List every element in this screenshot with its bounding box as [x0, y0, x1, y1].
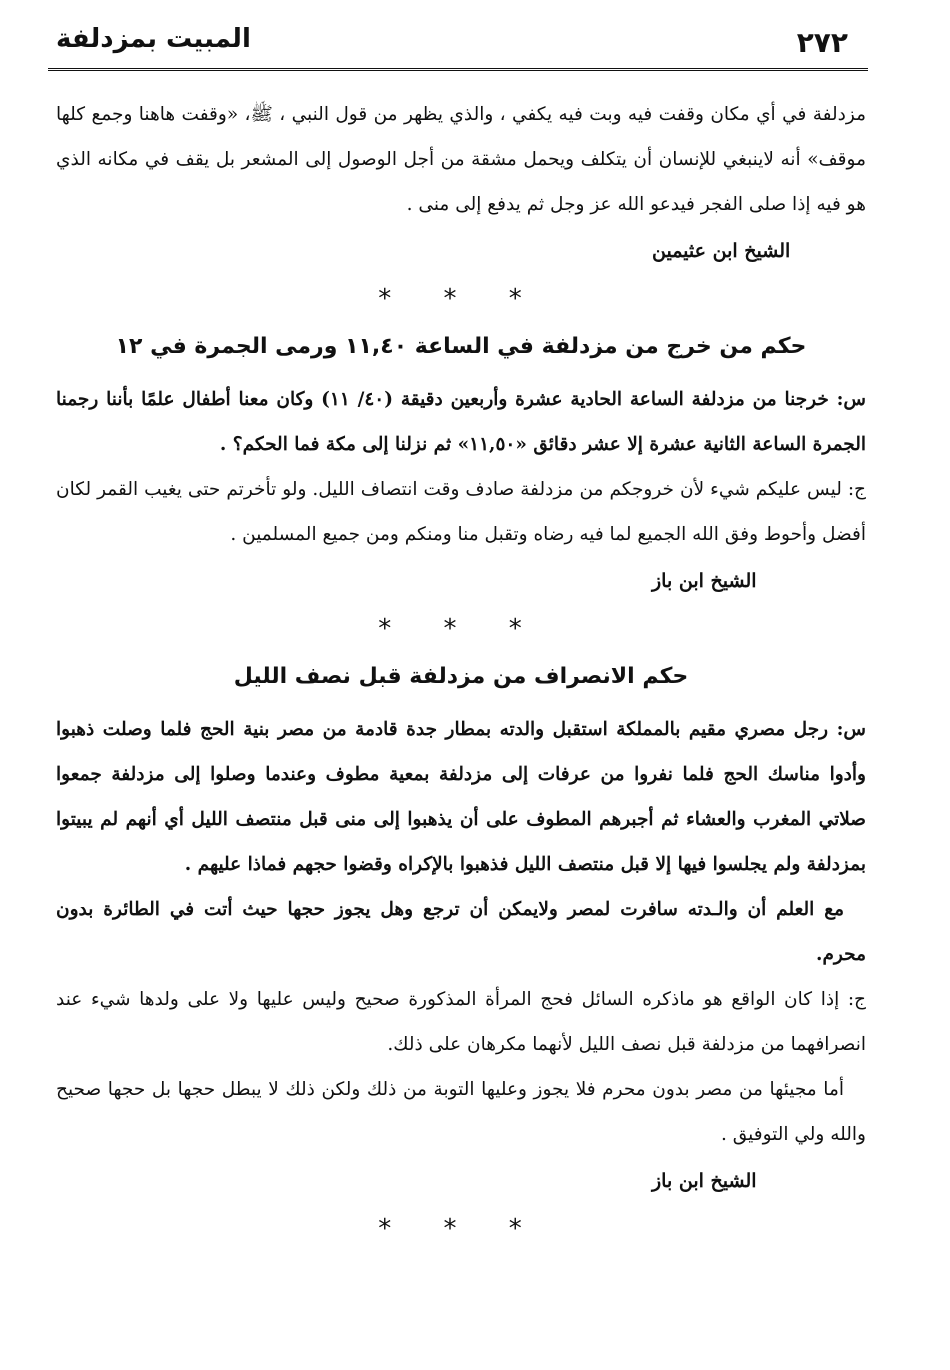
section3-answer: ج: إذا كان الواقع هو ماذكره السائل فحج المرأة المذكورة صحيح وليس عليها ولا على ولدها شيء عند انصرافهما من مزدلفة قبل نصف الليل لأنهما مكرهان على ذلك.: [56, 989, 866, 1055]
section-divider-stars: * * *: [378, 614, 544, 644]
page-number: ٢٧٢: [796, 26, 848, 59]
section2-signature: الشيخ ابن باز: [652, 570, 757, 592]
section3-heading: حكم الانصراف من مزدلفة قبل نصف الليل: [233, 664, 689, 689]
section-divider-stars: * * *: [378, 1214, 544, 1244]
section1-paragraph: مزدلفة في أي مكان وقفت فيه وبت فيه يكفي ، والذي يظهر من قول النبي ، ﷺ، «وقفت هاهنا وجمع كلها موقف» أنه لاينبغي للإنسان أن يتكلف ويحمل مشقة من أجل الوصول إلى المشعر بل يقف في مكانه الذي هو فيه إذا صلى الفجر فيدعو الله عز وجل ثم يدفع إلى منى .: [56, 104, 866, 215]
section1-signature: الشيخ ابن عثيمين: [652, 240, 791, 262]
section2-heading: حكم من خرج من مزدلفة في الساعة ١١,٤٠ ورمى الجمرة في ١٢: [115, 334, 807, 359]
running-title: المبيت بمزدلفة: [56, 24, 251, 54]
section3-question: س: رجل مصري مقيم بالمملكة استقبل والدته بمطار جدة قادمة من مصر بنية الحج فلما وصلت ذهبوا وأدوا مناسك الحج فلما نفروا من عرفات إلى مزدلفة بمعية مطوف وعندما وصلوا إلى مزدلفة جمعوا صلاتي المغرب والعشاء ثم أجبرهم المطوف على أن يذهبوا إلى منى قبل منتصف الليل أي أنهم لم يبيتوا بمزدلفة ولم يجلسوا فيها إلا قبل منتصف الليل فذهبوا بالإكراه وقضوا حجهم فماذا عليهم .: [56, 719, 866, 875]
page-body: [56, 92, 866, 1255]
page-header: [48, 22, 868, 71]
section3-question-note: مع العلم أن والـدته سافرت لمصر ولايمكن أن ترجع وهل يجوز حجها حيث أتت في الطائرة بدون محرم.: [56, 899, 866, 965]
section3-signature: الشيخ ابن باز: [652, 1170, 757, 1192]
section2-answer: ج: ليس عليكم شيء لأن خروجكم من مزدلفة صادف وقت انتصاف الليل. ولو تأخرتم حتى يغيب القمر لكان أفضل وأحوط وفق الله الجميع لما فيه رضاه وتقبل منا ومنكم ومن جميع المسلمين .: [56, 479, 866, 545]
section2-question: س: خرجنا من مزدلفة الساعة الحادية عشرة وأربعين دقيقة (٤٠/ ١١) وكان معنا أطفال علمًا بأننا رجمنا الجمرة الساعة الثانية عشرة إلا عشر دقائق «١١,٥٠» ثم نزلنا إلى مكة فما الحكم؟ .: [56, 389, 866, 455]
section3-answer-continued: أما مجيئها من مصر بدون محرم فلا يجوز وعليها التوبة من ذلك ولكن ذلك لا يبطل حجها بل حجها صحيح والله ولي التوفيق .: [56, 1079, 866, 1145]
section-divider-stars: * * *: [378, 284, 544, 314]
